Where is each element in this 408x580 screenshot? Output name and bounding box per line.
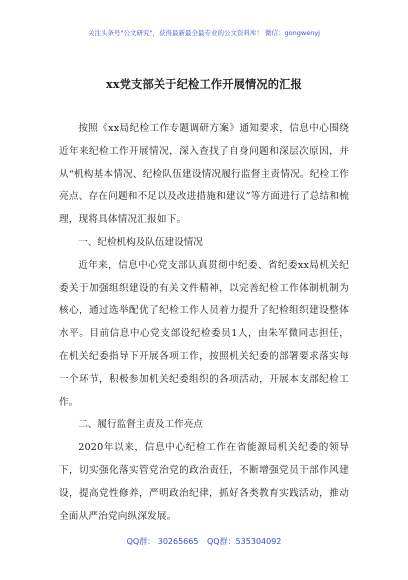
intro-paragraph: 按照《xx局纪检工作专题调研方案》通知要求，信息中心围绕近年来纪检工作开展情况，深入查找了自身问题和深层次原因，并从“机构基本情况、纪检队伍建设情况履行监督主责情况。纪检工作亮点、存在问题和不足以及改进措施和建议”等方面进行了总结和梳理，现将具体情况汇报如下。	[59, 123, 349, 226]
document-body	[59, 118, 349, 528]
footer-contact	[0, 536, 408, 547]
qq-group-1: QQ群： 30265665	[126, 537, 199, 546]
section-heading-1: 一、纪检机构及队伍建设情况	[78, 236, 203, 248]
section-2-paragraph: 2020年以来，信息中心纪检工作在省能源局机关纪委的领导下，切实强化落实管党治党的政治责任，不断增强党员干部作风建设，提高党性修养，严明政治纪律，抓好各类教育实践活动，推动全面从严治党向纵深发展。	[59, 442, 349, 522]
qq-group-2: QQ群：535304092	[207, 537, 282, 546]
promo-banner-text: 关注头条号"公文研究"，获得最新最全最专业的公文资料库！ 微信：gongwenyj	[88, 29, 320, 37]
document-title: xx党支部关于纪检工作开展情况的汇报	[106, 77, 302, 91]
header-banner	[0, 0, 408, 70]
section-heading-2: 二、履行监督主责及工作亮点	[78, 419, 203, 431]
section-1-paragraph: 近年来，信息中心党支部认真贯彻中纪委、省纪委xx局机关纪委关于加强组织建设的有关文件精神，以完善纪检工作体制机制为核心，通过选举配优了纪检工作人员着力提升了纪检组织建设整体水平。目前信息中心党支部设纪检委员1人，由朱军微同志担任，在机关纪委指导下开展各项工作，按照机关纪委的部署要求落实每一个环节，积极参加机关纪委组织的各项活动，开展本支部纪检工作。	[59, 259, 349, 408]
